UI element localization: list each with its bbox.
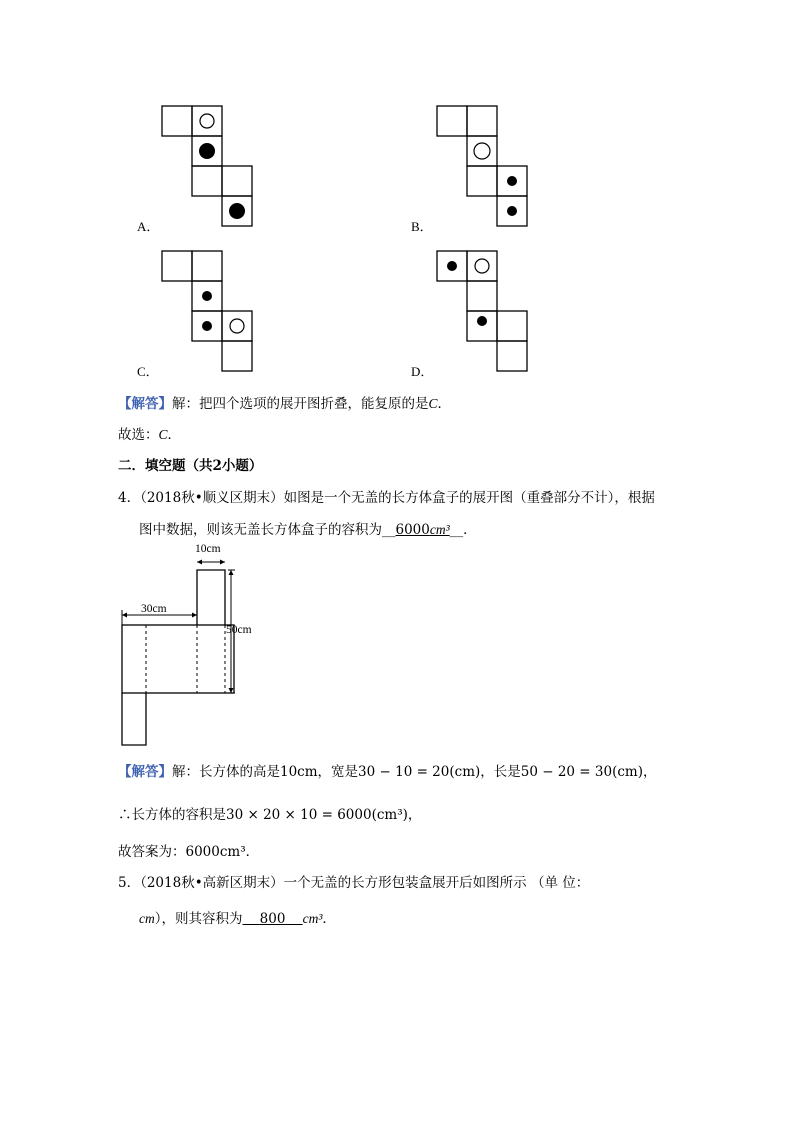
option-c-label: C． — [137, 364, 159, 379]
q4-line2: 图中数据，则该无盖长方体盒子的容积为__6000cm³__． — [139, 522, 477, 538]
q4-box-net-figure — [110, 540, 280, 750]
q4-label-50cm: 50cm — [226, 624, 252, 636]
hollow-circle — [200, 114, 214, 128]
q4-label-10cm: 10cm — [195, 543, 221, 555]
q4-final-answer: 故答案为：6000cm³． — [118, 844, 260, 860]
option-a-label: A． — [137, 219, 160, 234]
net-option-a — [160, 104, 255, 229]
filled-circle — [507, 206, 517, 216]
filled-circle — [199, 143, 215, 159]
filled-circle — [202, 291, 212, 301]
hollow-circle — [474, 143, 490, 159]
q3-choose-line: 故选：C． — [118, 427, 182, 443]
net-option-b — [435, 104, 530, 229]
filled-circle — [229, 203, 245, 219]
q4-answer-blank: 6000cm³ — [395, 522, 450, 538]
section-title: 二．填空题（共2小题） — [118, 458, 263, 474]
q5-line1: 5．（2018秋•高新区期末）一个无盖的长方形包装盒展开后如图所示 （单 位： — [118, 875, 590, 891]
q3-answer-line: 【解答】解：把四个选项的展开图折叠，能复原的是C． — [118, 396, 452, 412]
option-b-label: B． — [411, 219, 433, 234]
option-d-label: D． — [411, 364, 434, 379]
net-option-c — [160, 249, 255, 374]
q5-line2: cm），则其容积为 800 cm³． — [139, 911, 336, 927]
q4-label-30cm: 30cm — [141, 603, 167, 615]
hollow-circle — [475, 259, 489, 273]
filled-circle — [447, 261, 457, 271]
filled-circle — [507, 176, 517, 186]
net-option-d — [435, 249, 530, 374]
hollow-circle — [230, 319, 244, 333]
filled-circle — [202, 321, 212, 331]
filled-circle — [477, 316, 487, 326]
q5-answer-blank: 800 — [259, 911, 286, 927]
q4-solution-line1: 【解答】解：长方体的高是10cm，宽是30 − 10 = 20(cm)，长是50 − 20 = 30(cm)， — [118, 764, 657, 780]
q4-solution-line2: ∴长方体的容积是30 × 20 × 10 = 6000(cm³)， — [118, 807, 422, 823]
q4-line1: 4．（2018秋•顺义区期末）如图是一个无盖的长方体盒子的展开图（重叠部分不计），根据 — [118, 490, 655, 506]
